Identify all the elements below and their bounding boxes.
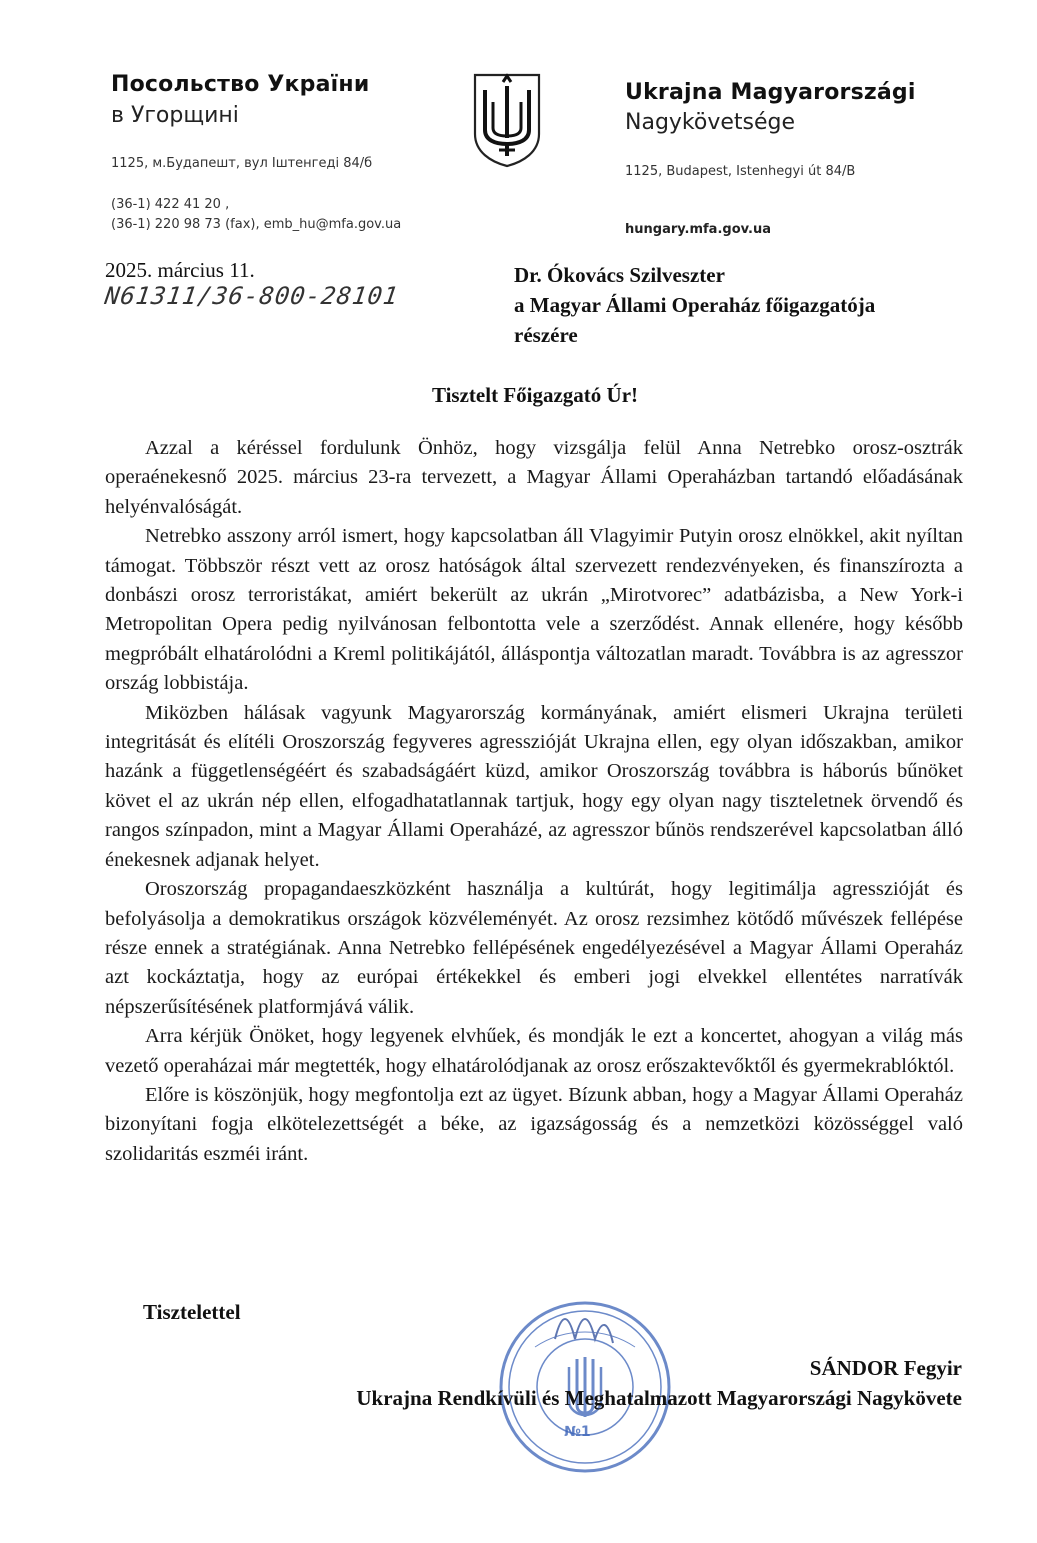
paragraph-4: Oroszország propagandaeszközként használja a kultúrát, hogy legitimálja agresszióját és befolyásolja a demokratikus országok közvéleményét. Az orosz rezsimhez kötődő művészek fellépése része ennek a stratégiának. Anna Netrebko fellépésének engedélyezésével a Magyar Állami Operaház azt kockáztatja, hogy az európai értékekkel és emberi jogi elvekkel ellentétes narratívák népszerűsítésének platformjává válik.: [105, 878, 963, 1018]
phone-number: (36-1) 422 41 20 ,: [111, 197, 230, 212]
embassy-location-ukrainian: в Угорщині: [111, 103, 239, 128]
paragraph-6: Előre is köszönjük, hogy megfontolja ezt az ügyet. Bízunk abban, hogy a Magyar Állami Operaház bizonyítani fogja elkötelezettségét a béke, az igazságosság és a nemzetközi közösséggel való szolidaritás eszméi iránt.: [105, 1083, 963, 1165]
embassy-subtitle-hungarian: Nagykövetsége: [625, 110, 796, 135]
address-hungarian: 1125, Budapest, Istenhegyi út 84/B: [625, 164, 856, 179]
embassy-name-hungarian: Ukrajna Magyarországi: [625, 80, 916, 105]
website: hungary.mfa.gov.ua: [625, 222, 772, 237]
paragraph-1: Azzal a kéréssel fordulunk Önhöz, hogy vizsgálja felül Anna Netrebko orosz-osztrák operaénekesnő 2025. március 23-ra tervezett, a Magyar Állami Operaházban tartandó előadásának helyénvalóságát.: [105, 437, 963, 518]
letter-body: [105, 434, 963, 1169]
letter-date: 2025. március 11.: [105, 258, 255, 282]
signatory-title: Ukrajna Rendkívüli és Meghatalmazott Magyarországi Nagykövete: [356, 1386, 962, 1410]
recipient-block: [514, 260, 875, 350]
reference-number: N61311/36-800-28101: [103, 282, 401, 310]
stamp-number: №1: [564, 1424, 591, 1440]
closing: Tisztelettel: [143, 1300, 241, 1324]
recipient-name: Dr. Ókovács Szilveszter: [514, 263, 725, 287]
recipient-position: a Magyar Állami Operaház főigazgatója: [514, 293, 876, 317]
signatory-name: SÁNDOR Fegyir: [809, 1356, 962, 1380]
recipient-note: részére: [514, 323, 578, 347]
salutation: Tisztelt Főigazgató Úr!: [431, 383, 639, 407]
paragraph-5: Arra kérjük Önöket, hogy legyenek elvhűek, és mondják le ezt a koncertet, ahogyan a világ más vezető operaházai már megtették, hogy elhatárolódjanak az orosz erőszaktevőktől és gyermekrablóktól.: [105, 1025, 963, 1077]
paragraph-3: Miközben hálásak vagyunk Magyarország kormányának, amiért elismeri Ukrajna területi integritását és elítéli Oroszország fegyveres agresszióját Ukrajna ellen, egy olyan időszakban, amikor hazánk a függetlenségéért és szabadságáért küzd, amikor Oroszország továbbra is háborús bűnöket követ el az ukrán nép ellen, elfogadhatatlannak tartjuk, hogy egy olyan nagy tiszteletnek örvendő és rangos színpadon, mint a Magyar Állami Operaházé, az agresszor bűnös rendszerével kapcsolatban álló énekesnek adjanak helyet.: [105, 701, 963, 871]
tryzub-coat-of-arms-icon: [471, 72, 543, 168]
address-ukrainian: 1125, м.Будапешт, вул Іштенгеді 84/б: [111, 156, 373, 171]
embassy-name-ukrainian: Посольство України: [111, 72, 370, 97]
fax-email: (36-1) 220 98 73 (fax), emb_hu@mfa.gov.ua: [111, 217, 402, 232]
paragraph-2: Netrebko asszony arról ismert, hogy kapcsolatban áll Vlagyimir Putyin orosz elnökkel, akit nyíltan támogat. Többször részt vett az orosz hatóságok által szervezett rendezvényeken, és finanszírozta a donbászi orosz terroristákat, amiért bekerült az ukrán „Mirotvorec” adatbázisba, a New York-i Metropolitan Opera pedig nyilvánosan felbontotta vele a szerződést. Annak ellenére, hogy később megpróbált elhatárolódni a Kreml politikájától, álláspontja változatlan maradt. Továbbra is az agresszor ország lobbistája.: [105, 525, 963, 695]
